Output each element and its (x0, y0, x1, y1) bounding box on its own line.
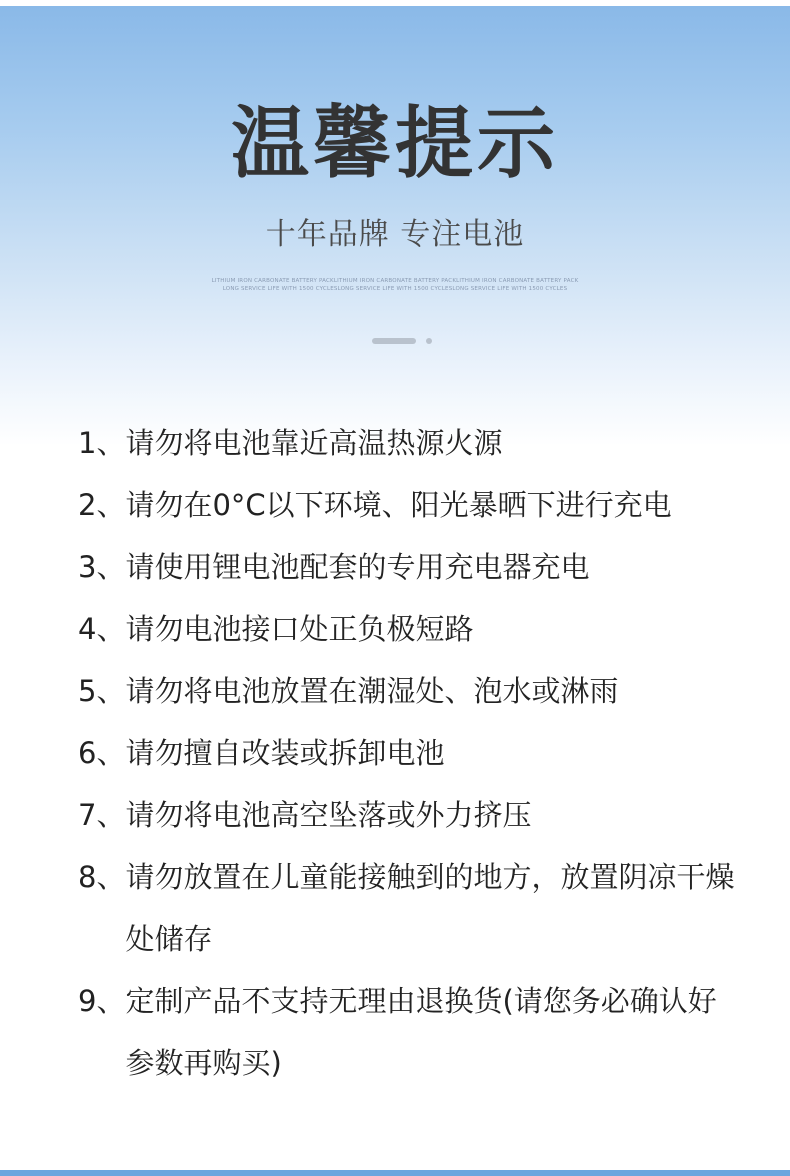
notice-text: 请勿擅自改装或拆卸电池 (125, 736, 445, 770)
notice-text: 请勿将电池高空坠落或外力挤压 (125, 798, 532, 832)
notice-item (78, 598, 738, 660)
notice-item (78, 412, 738, 474)
notice-number: 2、 (78, 488, 126, 522)
notice-item (78, 474, 738, 536)
notice-text: 请勿将电池放置在潮湿处、泡水或淋雨 (125, 674, 619, 708)
notice-text: 请勿放置在儿童能接触到的地方，放置阴凉干燥处储存 (125, 860, 735, 956)
notice-item (78, 536, 738, 598)
notice-text: 请使用锂电池配套的专用充电器充电 (125, 550, 590, 584)
notice-item (78, 722, 738, 784)
notice-item (78, 846, 738, 970)
indicator-bar (372, 338, 416, 344)
notice-list (78, 412, 738, 1094)
notice-number: 4、 (78, 612, 126, 646)
notice-number: 6、 (78, 736, 126, 770)
notice-item (78, 784, 738, 846)
notice-number: 9、 (78, 984, 126, 1018)
fine-print-line-1: LITHIUM IRON CARBONATE BATTERY PACKLITHIUM IRON CARBONATE BATTERY PACKLITHIUM IRON CARBONATE BATTERY PACK (211, 278, 579, 284)
notice-number: 7、 (78, 798, 126, 832)
fine-print-line-2: LONG SERVICE LIFE WITH 1500 CYCLESLONG SERVICE LIFE WITH 1500 CYCLESLONG SERVICE LIFE WITH 1500 CYCLES (222, 286, 568, 292)
notice-text: 请勿电池接口处正负极短路 (125, 612, 474, 646)
page-subtitle: 十年品牌 专注电池 (265, 217, 525, 252)
notice-item (78, 970, 738, 1094)
indicator-dot (426, 338, 432, 344)
page-title: 温馨提示 (230, 99, 559, 189)
notice-number: 3、 (78, 550, 126, 584)
notice-item (78, 660, 738, 722)
notice-text: 请勿在0°C以下环境、阳光暴晒下进行充电 (125, 488, 672, 522)
notice-text: 请勿将电池靠近高温热源火源 (125, 426, 503, 460)
page-indicator (372, 337, 432, 345)
notice-number: 1、 (78, 426, 126, 460)
bottom-border (0, 1170, 790, 1176)
notice-number: 8、 (78, 860, 126, 894)
notice-text: 定制产品不支持无理由退换货(请您务必确认好参数再购买) (125, 984, 717, 1080)
notice-number: 5、 (78, 674, 126, 708)
